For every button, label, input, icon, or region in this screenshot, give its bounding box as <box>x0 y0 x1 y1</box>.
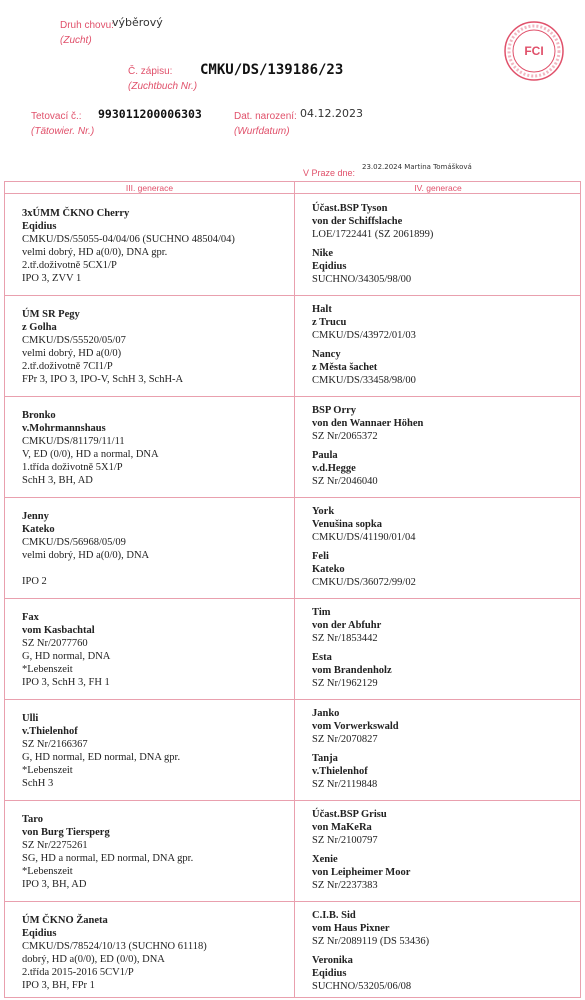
kennel-name: vom Kasbachtal <box>22 625 95 636</box>
kennel-name: von der Schiffslache <box>312 216 403 227</box>
kennel-name: vom Haus Pixner <box>312 923 390 934</box>
kennel-name: vom Vorwerkswald <box>312 721 399 732</box>
dog-detail-line: *Lebenszeit <box>22 866 73 877</box>
dog-name: York <box>312 506 335 517</box>
fci-seal-icon <box>503 20 565 82</box>
dog-detail-line: SZ Nr/2065372 <box>312 431 378 442</box>
kennel-name: Eqidius <box>22 928 57 939</box>
gen4-cell <box>312 707 399 791</box>
dog-name: Fax <box>22 612 39 623</box>
gen3-cell <box>22 611 110 689</box>
row-divider <box>5 497 580 498</box>
dog-name: Nike <box>312 248 333 259</box>
row-divider <box>5 598 580 599</box>
dog-name: Nancy <box>312 349 341 360</box>
dog-detail-line: CMKU/DS/33458/98/00 <box>312 375 416 386</box>
kennel-name: Kateko <box>312 564 345 575</box>
gen3-cell <box>22 510 149 588</box>
dog-detail-line: V, ED (0/0), HD a normal, DNA <box>22 449 159 460</box>
gen4-cell <box>312 505 416 589</box>
dog-name: Účast.BSP Tyson <box>312 203 388 214</box>
gen3-cell <box>22 914 207 992</box>
kennel-name: v.Mohrmannshaus <box>22 423 106 434</box>
dog-name: Tim <box>312 607 331 618</box>
col-header-iv: IV. generace <box>295 182 581 194</box>
kennel-name: v.d.Hegge <box>312 463 356 474</box>
dog-detail-line: SZ Nr/2070827 <box>312 734 378 745</box>
dog-name: BSP Orry <box>312 405 357 416</box>
datum-value: 04.12.2023 <box>300 107 363 120</box>
row-divider <box>5 800 580 801</box>
kennel-name: von Leipheimer Moor <box>312 867 411 878</box>
dog-detail-line: SZ Nr/2119848 <box>312 779 378 790</box>
tetovaci-label-de: (Tätowier. Nr.) <box>31 126 95 137</box>
dog-detail-line: 2.tř.doživotně 5CX1/P <box>22 260 117 271</box>
dog-detail-line: CMKU/DS/56968/05/09 <box>22 537 126 548</box>
kennel-name: Eqidius <box>312 261 347 272</box>
dog-detail-line: SZ Nr/2077760 <box>22 638 88 649</box>
kennel-name: Eqidius <box>312 968 347 979</box>
druh-label-de: (Zucht) <box>60 35 92 46</box>
fci-seal-text: FCI <box>524 44 544 58</box>
dog-detail-line: velmi dobrý, HD a(0/0), DNA <box>22 550 150 561</box>
dog-detail-line: SZ Nr/1853442 <box>312 633 378 644</box>
dog-detail-line: 1.třída doživotně 5X1/P <box>22 462 123 473</box>
kennel-name: v.Thielenhof <box>312 766 368 777</box>
dog-detail-line: CMKU/DS/55520/05/07 <box>22 335 126 346</box>
kennel-name: von der Abfuhr <box>312 620 382 631</box>
dog-detail-line: CMKU/DS/81179/11/11 <box>22 436 125 447</box>
dog-detail-line: *Lebenszeit <box>22 664 73 675</box>
dog-detail-line: SZ Nr/2275261 <box>22 840 88 851</box>
dog-detail-line: G, HD normal, ED normal, DNA gpr. <box>22 752 181 763</box>
dog-detail-line: CMKU/DS/43972/01/03 <box>312 330 416 341</box>
gen4-cell <box>312 909 429 993</box>
kennel-name: von MaKeRa <box>312 822 372 833</box>
gen3-cell <box>22 409 159 487</box>
dog-detail-line: SZ Nr/2100797 <box>312 835 378 846</box>
row-divider <box>5 295 580 296</box>
gen3-cell <box>22 813 193 891</box>
kennel-name: Eqidius <box>22 221 57 232</box>
row-divider <box>5 396 580 397</box>
dog-detail-line <box>22 562 149 575</box>
dog-name: 3xÚMM ČKNO Cherry <box>22 208 130 219</box>
dog-detail-line: 2.tř.doživotně 7CI1/P <box>22 361 113 372</box>
dog-name: ÚM SR Pegy <box>22 309 80 320</box>
kennel-name: Venušina sopka <box>312 519 382 530</box>
tetovaci-value: 993011200006303 <box>98 107 202 121</box>
dog-detail-line: CMKU/DS/78524/10/13 (SUCHNO 61118) <box>22 941 207 952</box>
druh-value: výběrový <box>112 16 163 29</box>
druh-label: Druh chovu: <box>60 20 114 31</box>
praha-value: 23.02.2024 Martina Tomášková <box>362 163 472 171</box>
col-header-iii: III. generace <box>5 182 294 194</box>
gen3-cell <box>22 712 180 790</box>
dog-detail-line: SZ Nr/2237383 <box>312 880 378 891</box>
gen4-cell <box>312 606 392 690</box>
dog-name: Paula <box>312 450 338 461</box>
pedigree-table <box>4 181 581 998</box>
dog-name: Veronika <box>312 955 353 966</box>
dog-name: C.I.B. Sid <box>312 910 356 921</box>
dog-detail-line: SZ Nr/2046040 <box>312 476 378 487</box>
dog-detail-line: IPO 3, BH, AD <box>22 879 87 890</box>
dog-detail-line: velmi dobrý, HD a(0/0), DNA gpr. <box>22 247 168 258</box>
zapis-label-de: (Zuchtbuch Nr.) <box>128 81 198 92</box>
dog-detail-line: SZ Nr/2089119 (DS 53436) <box>312 936 430 947</box>
dog-name: Halt <box>312 304 332 315</box>
gen4-cell <box>312 303 416 387</box>
dog-detail-line: LOE/1722441 (SZ 2061899) <box>312 229 434 240</box>
gen4-cell <box>312 808 410 892</box>
kennel-name: vom Brandenholz <box>312 665 392 676</box>
dog-detail-line: IPO 2 <box>22 576 47 587</box>
kennel-name: Kateko <box>22 524 55 535</box>
dog-detail-line: SZ Nr/2166367 <box>22 739 88 750</box>
dog-detail-line: G, HD normal, DNA <box>22 651 111 662</box>
row-divider <box>5 699 580 700</box>
gen3-cell <box>22 308 183 386</box>
dog-name: Bronko <box>22 410 56 421</box>
dog-detail-line: IPO 3, BH, FPr 1 <box>22 980 95 991</box>
zapis-label: Č. zápisu: <box>128 66 173 77</box>
dog-name: Jenny <box>22 511 49 522</box>
dog-name: Taro <box>22 814 44 825</box>
dog-detail-line: SUCHNO/53205/06/08 <box>312 981 412 992</box>
dog-name: Účast.BSP Grisu <box>312 809 387 820</box>
kennel-name: v.Thielenhof <box>22 726 78 737</box>
dog-name: Feli <box>312 551 329 562</box>
dog-name: Ulli <box>22 713 39 724</box>
dog-detail-line: CMKU/DS/55055-04/04/06 (SUCHNO 48504/04) <box>22 234 235 245</box>
dog-name: Xenie <box>312 854 338 865</box>
datum-label-de: (Wurfdatum) <box>234 126 290 137</box>
dog-detail-line: SZ Nr/1962129 <box>312 678 378 689</box>
kennel-name: von Burg Tiersperg <box>22 827 110 838</box>
datum-label: Dat. narození: <box>234 111 297 122</box>
gen4-cell <box>312 202 433 286</box>
dog-detail-line: SG, HD a normal, ED normal, DNA gpr. <box>22 853 194 864</box>
dog-detail-line: CMKU/DS/36072/99/02 <box>312 577 416 588</box>
dog-name: Janko <box>312 708 340 719</box>
gen3-cell <box>22 207 235 285</box>
kennel-name: z Trucu <box>312 317 347 328</box>
tetovaci-label: Tetovací č.: <box>31 111 82 122</box>
dog-detail-line: 2.třída 2015-2016 5CV1/P <box>22 967 134 978</box>
dog-detail-line: IPO 3, SchH 3, FH 1 <box>22 677 110 688</box>
dog-detail-line: SUCHNO/34305/98/00 <box>312 274 412 285</box>
row-divider <box>5 901 580 902</box>
dog-detail-line: IPO 3, ZVV 1 <box>22 273 82 284</box>
praha-label: V Praze dne: <box>303 168 356 178</box>
gen4-cell <box>312 404 423 488</box>
dog-name: Tanja <box>312 753 338 764</box>
kennel-name: z Města šachet <box>312 362 378 373</box>
dog-detail-line: SchH 3 <box>22 778 54 789</box>
dog-detail-line: *Lebenszeit <box>22 765 73 776</box>
dog-name: ÚM ČKNO Žaneta <box>22 915 108 926</box>
dog-detail-line: velmi dobrý, HD a(0/0) <box>22 348 122 359</box>
dog-detail-line: dobrý, HD a(0/0), ED (0/0), DNA <box>22 954 165 965</box>
kennel-name: von den Wannaer Höhen <box>312 418 424 429</box>
dog-name: Esta <box>312 652 332 663</box>
dog-detail-line: CMKU/DS/41190/01/04 <box>312 532 416 543</box>
kennel-name: z Golha <box>22 322 57 333</box>
column-divider <box>294 182 295 997</box>
dog-detail-line: FPr 3, IPO 3, IPO-V, SchH 3, SchH-A <box>22 374 184 385</box>
dog-detail-line: SchH 3, BH, AD <box>22 475 93 486</box>
zapis-value: CMKU/DS/139186/23 <box>200 62 344 78</box>
